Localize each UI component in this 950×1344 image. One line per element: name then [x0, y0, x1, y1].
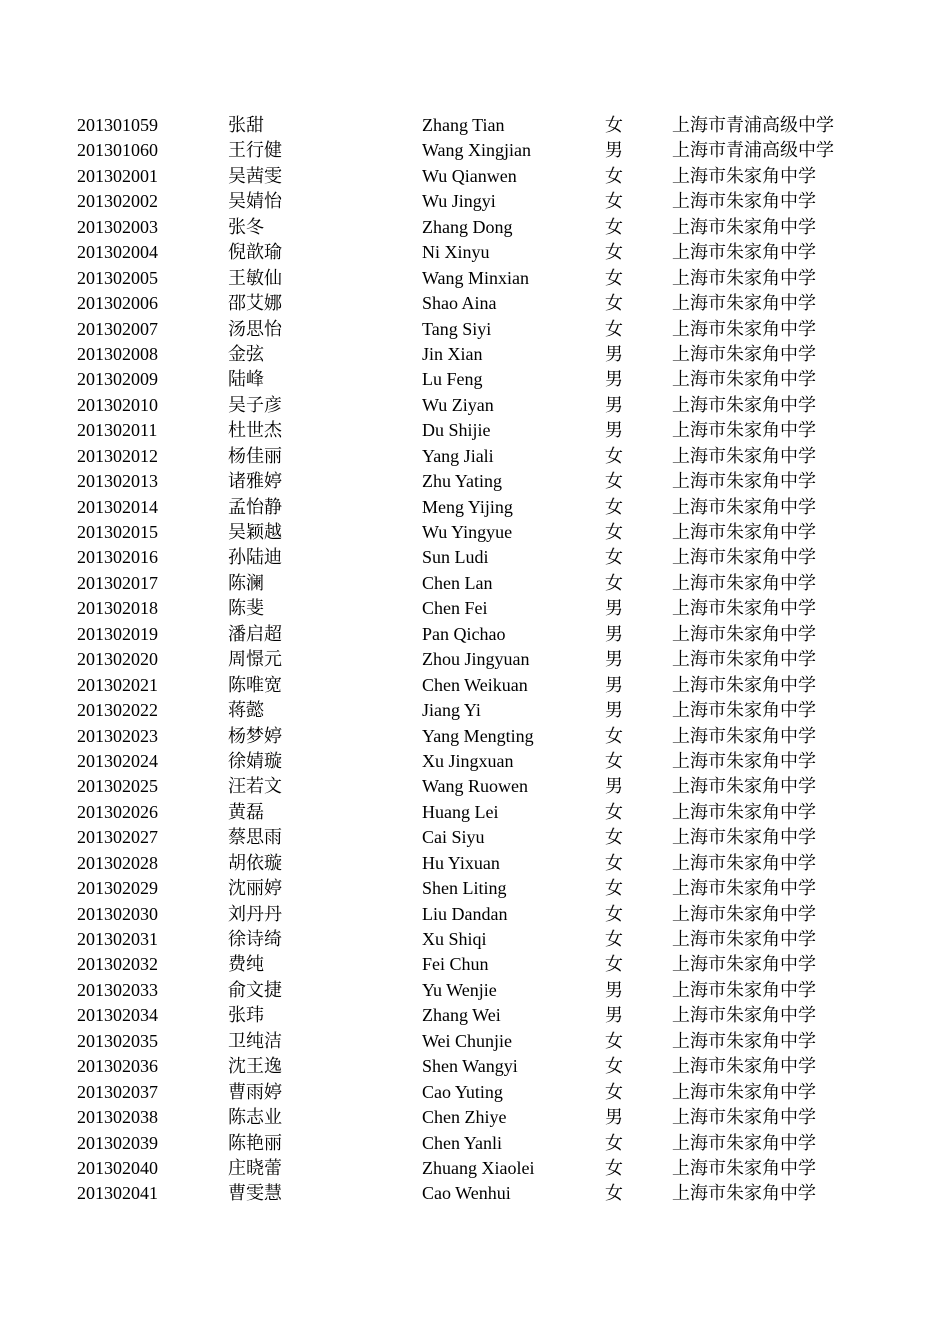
- gender: 男: [605, 140, 623, 161]
- pinyin-name: Lu Feng: [422, 369, 483, 390]
- pinyin-name: Zhang Wei: [422, 1005, 501, 1026]
- student-id: 201302024: [77, 750, 158, 771]
- gender: 男: [605, 700, 623, 721]
- chinese-name: 沈丽婷: [228, 878, 282, 899]
- pinyin-name: Yang Jiali: [422, 445, 494, 466]
- chinese-name: 吴颖越: [228, 522, 282, 542]
- table-row: [0, 189, 950, 214]
- chinese-name: 杜世杰: [228, 420, 282, 441]
- student-id: 201302041: [77, 1183, 158, 1204]
- student-id: 201302019: [77, 623, 158, 644]
- student-id: 201302018: [77, 598, 158, 619]
- student-id: 201302011: [77, 420, 158, 441]
- chinese-name: 杨梦婷: [228, 725, 282, 746]
- chinese-name: 蒋懿: [228, 700, 264, 721]
- school-name: 上海市朱家角中学: [672, 1107, 816, 1128]
- table-row: [0, 927, 950, 952]
- pinyin-name: Huang Lei: [422, 801, 499, 822]
- school-name: 上海市朱家角中学: [672, 598, 816, 619]
- student-id: 201302035: [77, 1030, 158, 1051]
- school-name: 上海市朱家角中学: [672, 1081, 816, 1102]
- chinese-name: 吴子彦: [228, 394, 282, 415]
- student-id: 201302017: [77, 572, 158, 593]
- gender: 女: [605, 878, 623, 899]
- table-row: [0, 978, 950, 1003]
- school-name: 上海市朱家角中学: [672, 750, 816, 771]
- school-name: 上海市朱家角中学: [672, 572, 816, 593]
- gender: 女: [605, 1183, 623, 1204]
- gender: 男: [605, 674, 623, 695]
- gender: 女: [605, 216, 623, 237]
- school-name: 上海市朱家角中学: [672, 801, 816, 822]
- gender: 女: [605, 954, 623, 975]
- student-id: 201302003: [77, 216, 158, 237]
- school-name: 上海市朱家角中学: [672, 1005, 816, 1026]
- student-id: 201302030: [77, 903, 158, 924]
- student-id: 201302012: [77, 445, 158, 466]
- school-name: 上海市朱家角中学: [672, 522, 816, 542]
- table-row: [0, 495, 950, 520]
- school-name: 上海市朱家角中学: [672, 496, 816, 517]
- pinyin-name: Ni Xinyu: [422, 242, 490, 263]
- pinyin-name: Wei Chunjie: [422, 1030, 513, 1051]
- chinese-name: 沈王逸: [228, 1056, 282, 1077]
- pinyin-name: Cao Wenhui: [422, 1183, 511, 1204]
- student-id: 201302005: [77, 267, 158, 288]
- chinese-name: 陈唯宽: [228, 674, 282, 695]
- table-row: [0, 1029, 950, 1054]
- chinese-name: 张甜: [228, 115, 264, 135]
- chinese-name: 王行健: [228, 140, 282, 161]
- student-id: 201302010: [77, 394, 158, 415]
- chinese-name: 徐诗绮: [228, 929, 282, 949]
- pinyin-name: Liu Dandan: [422, 903, 508, 924]
- table-row: [0, 647, 950, 672]
- pinyin-name: Chen Lan: [422, 572, 493, 593]
- pinyin-name: Cao Yuting: [422, 1081, 503, 1102]
- student-id: 201302009: [77, 369, 158, 390]
- school-name: 上海市朱家角中学: [672, 445, 816, 466]
- school-name: 上海市朱家角中学: [672, 343, 816, 364]
- school-name: 上海市朱家角中学: [672, 394, 816, 415]
- gender: 女: [605, 242, 623, 263]
- school-name: 上海市朱家角中学: [672, 1132, 816, 1153]
- student-id: 201302008: [77, 343, 158, 364]
- chinese-name: 蔡思雨: [228, 827, 282, 848]
- school-name: 上海市朱家角中学: [672, 420, 816, 441]
- student-id: 201302020: [77, 649, 158, 670]
- table-row: [0, 596, 950, 621]
- school-name: 上海市青浦高级中学: [672, 140, 834, 161]
- pinyin-name: Chen Fei: [422, 598, 488, 619]
- chinese-name: 陈志业: [228, 1107, 282, 1128]
- school-name: 上海市朱家角中学: [672, 674, 816, 695]
- chinese-name: 王敏仙: [228, 267, 282, 288]
- gender: 女: [605, 1081, 623, 1102]
- chinese-name: 徐婧璇: [228, 750, 282, 771]
- student-id: 201302021: [77, 674, 158, 695]
- gender: 男: [605, 649, 623, 670]
- pinyin-name: Wu Ziyan: [422, 394, 494, 415]
- school-name: 上海市朱家角中学: [672, 903, 816, 924]
- student-id: 201302014: [77, 496, 158, 517]
- student-id: 201302016: [77, 547, 158, 568]
- pinyin-name: Chen Zhiye: [422, 1107, 507, 1128]
- school-name: 上海市朱家角中学: [672, 1030, 816, 1051]
- student-id: 201302025: [77, 776, 158, 797]
- table-row: [0, 749, 950, 774]
- table-row: [0, 545, 950, 570]
- chinese-name: 黄磊: [228, 801, 264, 822]
- gender: 女: [605, 801, 623, 822]
- student-id: 201302036: [77, 1056, 158, 1077]
- student-id: 201302015: [77, 522, 158, 542]
- gender: 男: [605, 343, 623, 364]
- chinese-name: 孟怡静: [228, 496, 282, 517]
- gender: 女: [605, 1056, 623, 1077]
- school-name: 上海市朱家角中学: [672, 929, 816, 949]
- chinese-name: 费纯: [228, 954, 264, 975]
- table-row: [0, 342, 950, 367]
- table-row: [0, 1054, 950, 1079]
- chinese-name: 陆峰: [228, 369, 264, 390]
- chinese-name: 陈澜: [228, 572, 264, 593]
- school-name: 上海市朱家角中学: [672, 954, 816, 975]
- school-name: 上海市朱家角中学: [672, 623, 816, 644]
- pinyin-name: Du Shijie: [422, 420, 491, 441]
- gender: 男: [605, 369, 623, 390]
- student-id: 201302038: [77, 1107, 158, 1128]
- pinyin-name: Hu Yixuan: [422, 852, 500, 873]
- chinese-name: 张冬: [228, 216, 264, 237]
- school-name: 上海市朱家角中学: [672, 1183, 816, 1204]
- table-row: [0, 113, 950, 138]
- chinese-name: 邵艾娜: [228, 293, 282, 314]
- pinyin-name: Shao Aina: [422, 293, 497, 314]
- chinese-name: 庄晓蕾: [228, 1157, 282, 1178]
- pinyin-name: Zhang Dong: [422, 216, 513, 237]
- gender: 男: [605, 1107, 623, 1128]
- chinese-name: 胡依璇: [228, 852, 282, 873]
- gender: 女: [605, 191, 623, 212]
- student-id: 201302001: [77, 165, 158, 186]
- chinese-name: 张玮: [228, 1005, 264, 1026]
- school-name: 上海市朱家角中学: [672, 827, 816, 848]
- school-name: 上海市青浦高级中学: [672, 115, 834, 135]
- student-id: 201302013: [77, 471, 158, 492]
- gender: 女: [605, 827, 623, 848]
- table-row: [0, 444, 950, 469]
- student-id: 201302006: [77, 293, 158, 314]
- school-name: 上海市朱家角中学: [672, 318, 816, 339]
- pinyin-name: Wang Minxian: [422, 267, 530, 288]
- student-id: 201301060: [77, 140, 158, 161]
- gender: 女: [605, 725, 623, 746]
- school-name: 上海市朱家角中学: [672, 1056, 816, 1077]
- gender: 女: [605, 293, 623, 314]
- table-row: [0, 622, 950, 647]
- table-row: [0, 698, 950, 723]
- table-row: [0, 215, 950, 240]
- school-name: 上海市朱家角中学: [672, 776, 816, 797]
- table-row: [0, 851, 950, 876]
- pinyin-name: Chen Weikuan: [422, 674, 528, 695]
- chinese-name: 吴茜雯: [228, 165, 282, 186]
- pinyin-name: Wu Qianwen: [422, 165, 517, 186]
- gender: 女: [605, 1030, 623, 1051]
- pinyin-name: Shen Liting: [422, 878, 507, 899]
- table-row: [0, 138, 950, 163]
- student-id: 201302026: [77, 801, 158, 822]
- pinyin-name: Wu Yingyue: [422, 522, 513, 542]
- table-row: [0, 317, 950, 342]
- gender: 女: [605, 1157, 623, 1178]
- pinyin-name: Zhuang Xiaolei: [422, 1157, 535, 1178]
- chinese-name: 刘丹丹: [228, 903, 282, 924]
- table-row: [0, 1080, 950, 1105]
- table-row: [0, 1156, 950, 1181]
- gender: 男: [605, 598, 623, 619]
- school-name: 上海市朱家角中学: [672, 649, 816, 670]
- pinyin-name: Sun Ludi: [422, 547, 489, 568]
- table-row: [0, 774, 950, 799]
- table-row: [0, 164, 950, 189]
- table-row: [0, 520, 950, 545]
- gender: 女: [605, 903, 623, 924]
- table-row: [0, 240, 950, 265]
- table-row: [0, 1105, 950, 1130]
- table-row: [0, 266, 950, 291]
- student-id: 201302002: [77, 191, 158, 212]
- gender: 男: [605, 623, 623, 644]
- chinese-name: 曹雨婷: [228, 1081, 282, 1102]
- school-name: 上海市朱家角中学: [672, 979, 816, 1000]
- pinyin-name: Chen Yanli: [422, 1132, 503, 1153]
- chinese-name: 吴婧怡: [228, 191, 282, 212]
- table-row: [0, 1003, 950, 1028]
- gender: 女: [605, 471, 623, 492]
- table-row: [0, 673, 950, 698]
- student-list: [0, 113, 950, 1207]
- school-name: 上海市朱家角中学: [672, 471, 816, 492]
- gender: 男: [605, 776, 623, 797]
- chinese-name: 潘启超: [228, 623, 282, 644]
- pinyin-name: Jiang Yi: [422, 700, 481, 721]
- student-id: 201302032: [77, 954, 158, 975]
- pinyin-name: Meng Yijing: [422, 496, 513, 517]
- school-name: 上海市朱家角中学: [672, 852, 816, 873]
- student-id: 201302004: [77, 242, 158, 263]
- chinese-name: 汪若文: [228, 776, 282, 797]
- table-row: [0, 876, 950, 901]
- gender: 女: [605, 572, 623, 593]
- gender: 女: [605, 522, 623, 542]
- chinese-name: 汤思怡: [228, 318, 282, 339]
- pinyin-name: Cai Siyu: [422, 827, 485, 848]
- table-row: [0, 825, 950, 850]
- chinese-name: 倪歆瑜: [228, 242, 282, 263]
- school-name: 上海市朱家角中学: [672, 191, 816, 212]
- chinese-name: 俞文捷: [228, 979, 282, 1000]
- gender: 女: [605, 1132, 623, 1153]
- gender: 女: [605, 852, 623, 873]
- gender: 男: [605, 394, 623, 415]
- gender: 女: [605, 267, 623, 288]
- table-row: [0, 952, 950, 977]
- school-name: 上海市朱家角中学: [672, 293, 816, 314]
- gender: 女: [605, 318, 623, 339]
- table-row: [0, 571, 950, 596]
- gender: 女: [605, 165, 623, 186]
- pinyin-name: Fei Chun: [422, 954, 489, 975]
- school-name: 上海市朱家角中学: [672, 547, 816, 568]
- table-row: [0, 367, 950, 392]
- gender: 女: [605, 547, 623, 568]
- pinyin-name: Zhou Jingyuan: [422, 649, 530, 670]
- student-id: 201302023: [77, 725, 158, 746]
- gender: 男: [605, 979, 623, 1000]
- chinese-name: 杨佳丽: [228, 445, 282, 466]
- pinyin-name: Wang Xingjian: [422, 140, 532, 161]
- school-name: 上海市朱家角中学: [672, 1157, 816, 1178]
- table-row: [0, 724, 950, 749]
- gender: 女: [605, 929, 623, 949]
- school-name: 上海市朱家角中学: [672, 725, 816, 746]
- chinese-name: 曹雯慧: [228, 1183, 282, 1204]
- gender: 女: [605, 445, 623, 466]
- gender: 男: [605, 420, 623, 441]
- gender: 女: [605, 115, 623, 135]
- pinyin-name: Pan Qichao: [422, 623, 506, 644]
- table-row: [0, 393, 950, 418]
- school-name: 上海市朱家角中学: [672, 165, 816, 186]
- pinyin-name: Shen Wangyi: [422, 1056, 518, 1077]
- student-id: 201302037: [77, 1081, 158, 1102]
- chinese-name: 卫纯洁: [228, 1030, 282, 1051]
- student-id: 201302031: [77, 929, 158, 949]
- chinese-name: 金弦: [228, 343, 264, 364]
- student-id: 201302007: [77, 318, 158, 339]
- pinyin-name: Yu Wenjie: [422, 979, 497, 1000]
- pinyin-name: Wang Ruowen: [422, 776, 529, 797]
- table-row: [0, 418, 950, 443]
- pinyin-name: Jin Xian: [422, 343, 483, 364]
- school-name: 上海市朱家角中学: [672, 267, 816, 288]
- student-id: 201301059: [77, 115, 158, 135]
- student-id: 201302022: [77, 700, 158, 721]
- pinyin-name: Xu Shiqi: [422, 929, 487, 949]
- student-id: 201302028: [77, 852, 158, 873]
- gender: 女: [605, 750, 623, 771]
- chinese-name: 周憬元: [228, 649, 282, 670]
- school-name: 上海市朱家角中学: [672, 216, 816, 237]
- pinyin-name: Zhu Yating: [422, 471, 503, 492]
- student-id: 201302029: [77, 878, 158, 899]
- school-name: 上海市朱家角中学: [672, 242, 816, 263]
- school-name: 上海市朱家角中学: [672, 878, 816, 899]
- school-name: 上海市朱家角中学: [672, 369, 816, 390]
- chinese-name: 孙陆迪: [228, 547, 282, 568]
- student-id: 201302039: [77, 1132, 158, 1153]
- student-id: 201302040: [77, 1157, 158, 1178]
- pinyin-name: Wu Jingyi: [422, 191, 496, 212]
- table-row: [0, 469, 950, 494]
- table-row: [0, 291, 950, 316]
- student-id: 201302033: [77, 979, 158, 1000]
- pinyin-name: Yang Mengting: [422, 725, 534, 746]
- chinese-name: 陈艳丽: [228, 1132, 282, 1153]
- student-id: 201302034: [77, 1005, 158, 1026]
- table-row: [0, 1181, 950, 1206]
- gender: 女: [605, 496, 623, 517]
- pinyin-name: Tang Siyi: [422, 318, 492, 339]
- chinese-name: 陈斐: [228, 598, 264, 619]
- gender: 男: [605, 1005, 623, 1026]
- table-row: [0, 1131, 950, 1156]
- pinyin-name: Zhang Tian: [422, 115, 505, 135]
- chinese-name: 诸雅婷: [228, 471, 282, 492]
- table-row: [0, 800, 950, 825]
- student-id: 201302027: [77, 827, 158, 848]
- school-name: 上海市朱家角中学: [672, 700, 816, 721]
- pinyin-name: Xu Jingxuan: [422, 750, 514, 771]
- table-row: [0, 902, 950, 927]
